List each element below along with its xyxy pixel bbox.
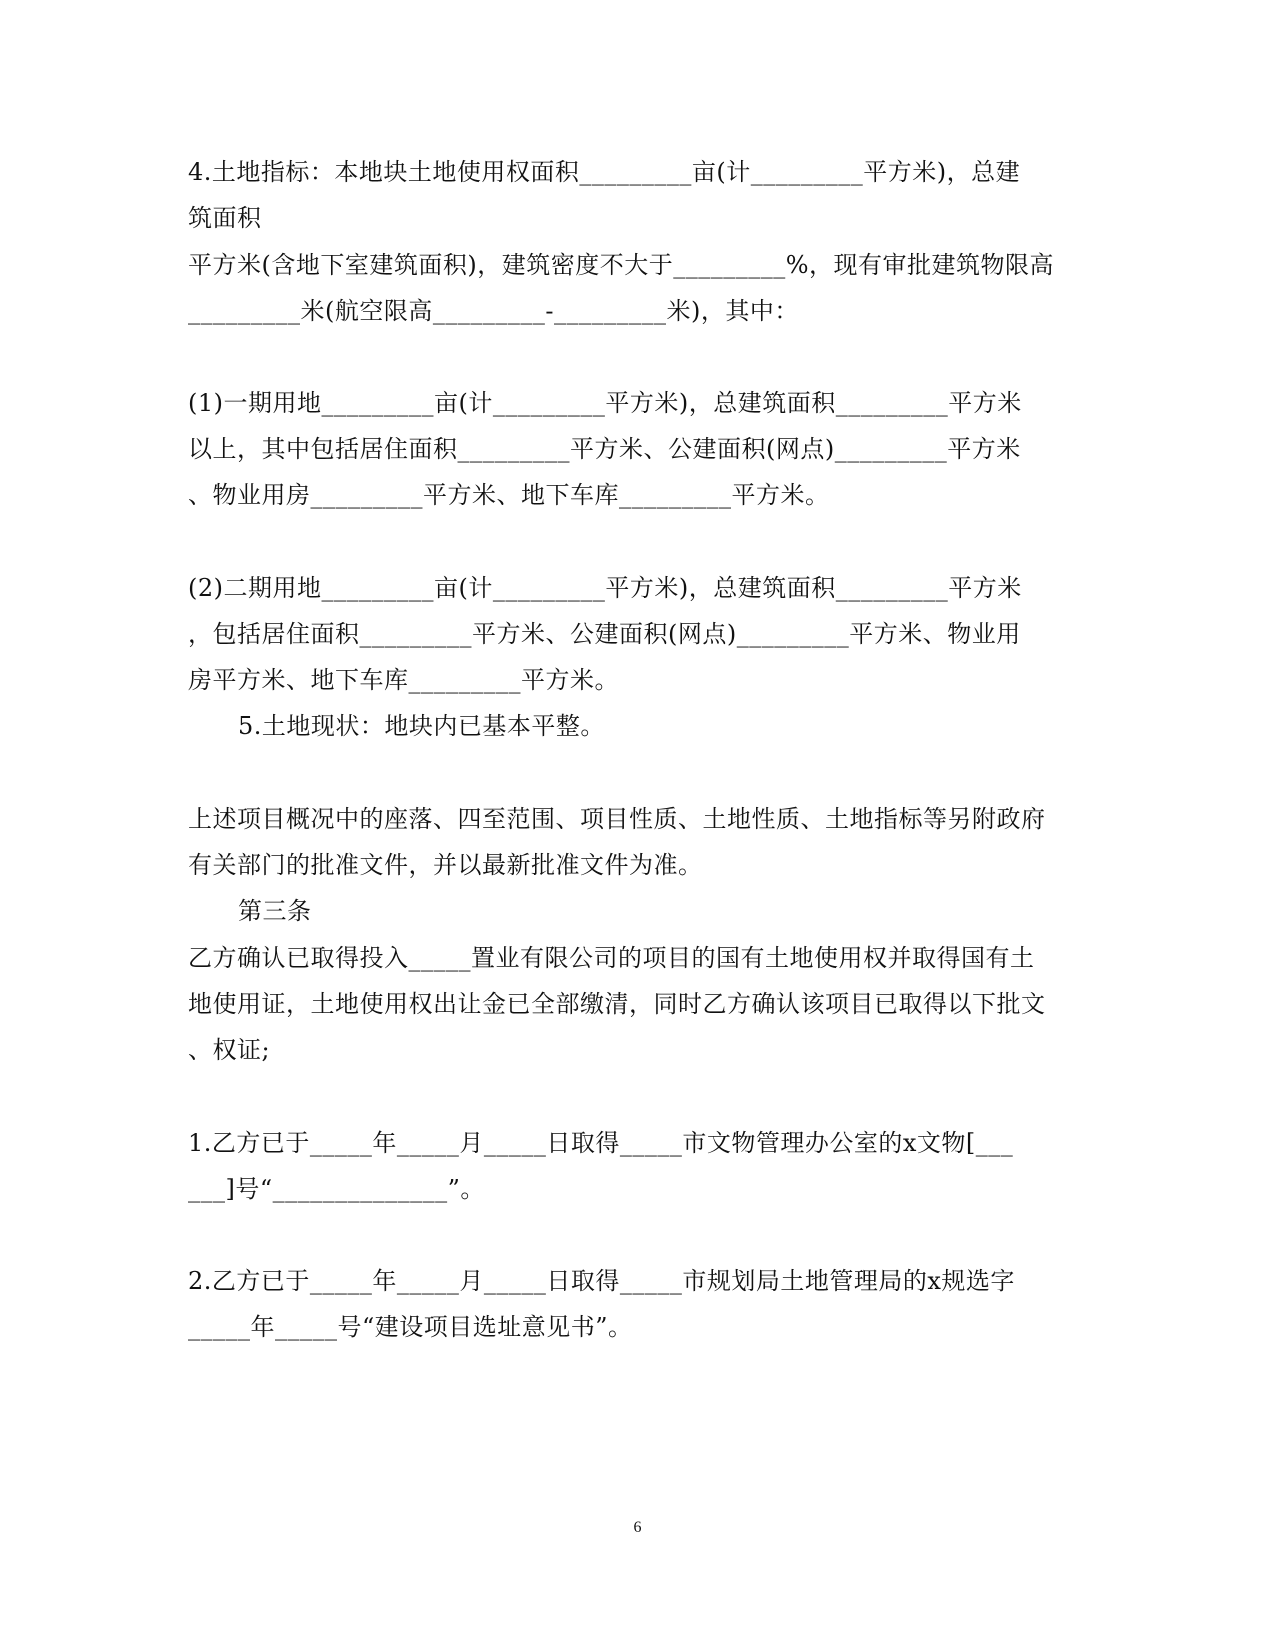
overview-note-line-1: 上述项目概况中的座落、四至范围、项目性质、土地性质、土地指标等另附政府: [188, 805, 1046, 833]
article-three-line-2: 地使用证，土地使用权出让金已全部缴清，同时乙方确认该项目已取得以下批文: [188, 990, 1046, 1018]
land-indicator-line-1: 4.土地指标：本地块土地使用权面积_________亩(计_________平方米)，总建: [188, 158, 1021, 186]
item-two-line-1: 2.乙方已于_____年_____月_____日取得_____市规划局土地管理局的x规选字: [188, 1267, 1015, 1295]
phase-one-line-1: (1)一期用地_________亩(计_________平方米)，总建筑面积_________平方米: [188, 389, 1022, 417]
page-number: 6: [633, 1519, 642, 1536]
land-indicator-line-3: 平方米(含地下室建筑面积)，建筑密度不大于_________%，现有审批建筑物限高: [188, 251, 1055, 279]
phase-two-line-3: 房平方米、地下车库_________平方米。: [188, 666, 619, 694]
item-one-line-2: ___]号“______________”。: [188, 1175, 485, 1203]
phase-one-line-3: 、物业用房_________平方米、地下车库_________平方米。: [188, 481, 830, 509]
phase-two-line-1: (2)二期用地_________亩(计_________平方米)，总建筑面积_________平方米: [188, 574, 1022, 602]
land-indicator-line-2: 筑面积: [188, 204, 262, 232]
land-status-line: 5.土地现状：地块内已基本平整。: [238, 712, 605, 740]
phase-one-line-2: 以上，其中包括居住面积_________平方米、公建面积(网点)_________平方米: [188, 435, 1021, 463]
item-two-line-2: _____年_____号“建设项目选址意见书”。: [188, 1313, 633, 1341]
article-three-line-3: 、权证;: [188, 1036, 271, 1064]
overview-note-line-2: 有关部门的批准文件，并以最新批准文件为准。: [188, 851, 703, 879]
item-one-line-1: 1.乙方已于_____年_____月_____日取得_____市文物管理办公室的x文物[___: [188, 1129, 1014, 1157]
land-indicator-line-4: _________米(航空限高_________-_________米)，其中：: [188, 297, 799, 325]
phase-two-line-2: ，包括居住面积_________平方米、公建面积(网点)_________平方米、物业用: [188, 620, 1021, 648]
article-three-heading: 第三条: [238, 897, 312, 925]
article-three-line-1: 乙方确认已取得投入_____置业有限公司的项目的国有土地使用权并取得国有土: [188, 944, 1035, 972]
